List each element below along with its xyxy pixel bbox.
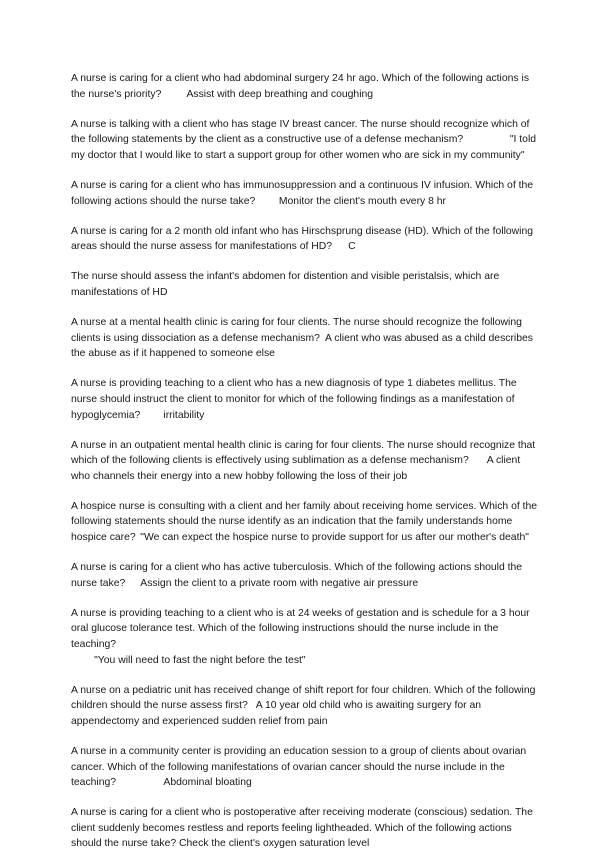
paragraph: A nurse is caring for a client who has active tuberculosis. Which of the following actions should the nurse take? Assign the client to a private room with negative air pressure [71,562,525,589]
paragraph: A nurse is caring for a client who has immunosuppression and a continuous IV infusion. Which of the following actions should the nurse take? Monitor the client's mouth every 8 hr [71,179,536,207]
paragraph: A nurse at a mental health clinic is caring for four clients. The nurse should recognize the following clients is using dissociation as a defense mechanism? A client who was abused as a child describes the abuse as if it happened to someone else [71,317,536,360]
paragraph: The nurse should assess the infant's abdomen for distention and visible peristalsis, which are manifestations of HD [71,271,503,298]
paragraph: A nurse is providing teaching to a client who has a new diagnosis of type 1 diabetes mellitus. The nurse should instruct the client to monitor for which of the following findings as a manifestation of hypoglycemia? irritability [71,378,520,421]
paragraph: A nurse is talking with a client who has stage IV breast cancer. The nurse should recognize which of the following statements by the client as a constructive use of a defense mechanism? "I told my doctor that I would like to start a support group for other women who are sick in my community" [71,118,539,161]
paragraph: A nurse is caring for a client who had abdominal surgery 24 hr ago. Which of the following actions is the nurse's priority? Assist with deep breathing and coughing [71,73,532,100]
paragraph: A nurse is caring for a client who is postoperative after receiving moderate (conscious) sedation. The client suddenly becomes restless and reports feeling lightheaded. Which of the following actions should the nurse take? Check the client's oxygen saturation level [71,807,536,850]
paragraph: A nurse is providing teaching to a client who is at 24 weeks of gestation and is schedule for a 3 hour oral glucose tolerance test. Which of the following instructions should the nurse include in the teaching? "You will need to fast the night before the test" [71,607,530,666]
document-body [71,71,541,867]
paragraph: A nurse is caring for a 2 month old infant who has Hirschsprung disease (HD). Which of the following areas should the nurse assess for manifestations of HD? C [71,225,536,253]
paragraph: A hospice nurse is consulting with a client and her family about receiving home services. Which of the following statements should the nurse identify as an indication that the family understands home hospice care? "We can expect the hospice nurse to provide support for us after our mother's death" [71,500,540,544]
paragraph: A nurse in a community center is providing an education session to a group of clients about ovarian cancer. Which of the following manifestations of ovarian cancer should the nurse include in the teaching? Abdominal bloating [71,746,530,789]
paragraph: A nurse in an outpatient mental health clinic is caring for four clients. The nurse should recognize that which of the following clients is effectively using sublimation as a defense mechanism? A client who channels their energy into a new hobby following the loss of their job [71,439,539,482]
paragraph: A nurse on a pediatric unit has received change of shift report for four children. Which of the following children should the nurse assess first? A 10 year old child who is awaiting surgery for an appendectomy and experienced sudden relief from pain [71,684,539,727]
